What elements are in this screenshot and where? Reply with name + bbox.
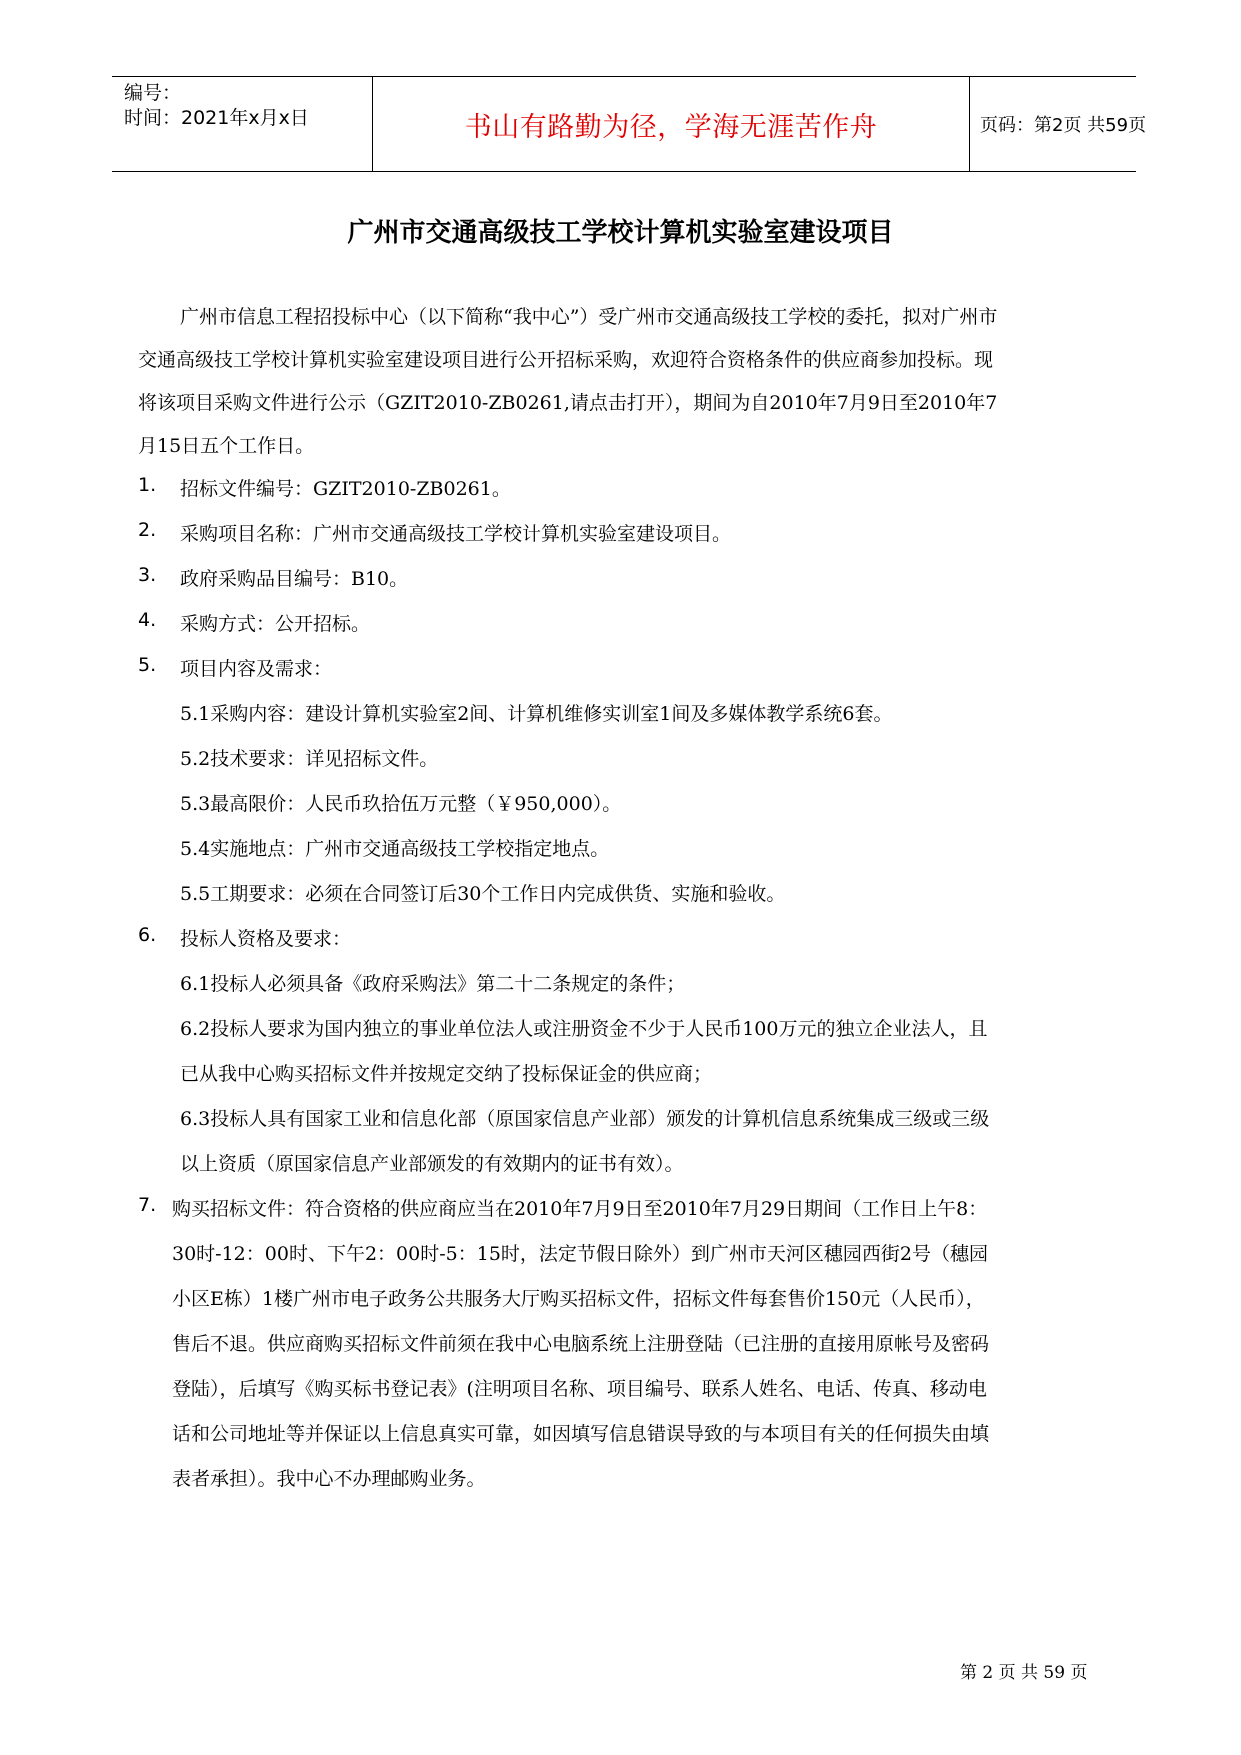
list-item: 采购方式：公开招标。 [180, 613, 371, 635]
document-code-label: 编号： [124, 82, 182, 104]
intro-line: 月15日五个工作日。 [138, 435, 315, 457]
sub-item: 5.2技术要求：详见招标文件。 [180, 748, 439, 770]
document-title: 广州市交通高级技工学校计算机实验室建设项目 [347, 218, 894, 248]
list-item: 采购项目名称：广州市交通高级技工学校计算机实验室建设项目。 [180, 523, 732, 545]
list-item: 投标人资格及要求： [180, 928, 352, 950]
sub-item: 5.4实施地点：广州市交通高级技工学校指定地点。 [180, 838, 610, 860]
list-number: 2. [138, 519, 157, 541]
sub-item: 已从我中心购买招标文件并按规定交纳了投标保证金的供应商； [180, 1063, 713, 1085]
item7-line: 售后不退。供应商购买招标文件前须在我中心电脑系统上注册登陆（已注册的直接用原帐号及密码 [172, 1333, 990, 1355]
item7-line: 购买招标文件：符合资格的供应商应当在2010年7月9日至2010年7月29日期间（工作日上午8： [172, 1198, 988, 1220]
sub-item: 6.2投标人要求为国内独立的事业单位法人或注册资金不少于人民币100万元的独立企业法人，且 [180, 1018, 988, 1040]
item7-line: 30时-12：00时、下午2：00时-5：15时，法定节假日除外）到广州市天河区穗园西街2号（穗园 [172, 1243, 988, 1265]
page-header [112, 76, 1147, 172]
list-number: 1. [138, 474, 157, 496]
item7-line: 登陆），后填写《购买标书登记表》(注明项目名称、项目编号、联系人姓名、电话、传真、移动电 [172, 1378, 987, 1400]
list-item: 招标文件编号：GZIT2010-ZB0261。 [180, 478, 511, 500]
list-item: 项目内容及需求： [180, 658, 333, 680]
intro-line: 将该项目采购文件进行公示（GZIT2010-ZB0261,请点击打开），期间为自2010年7月9日至2010年7 [138, 392, 998, 414]
list-number: 5. [138, 654, 157, 676]
list-number: 4. [138, 609, 157, 631]
item7-line: 表者承担）。我中心不办理邮购业务。 [172, 1468, 486, 1490]
header-motto-cell [372, 77, 970, 171]
header-motto: 书山有路勤为径，学海无涯苦作舟 [464, 112, 878, 143]
sub-item: 6.3投标人具有国家工业和信息化部（原国家信息产业部）颁发的计算机信息系统集成三级或三级 [180, 1108, 990, 1130]
item7-line: 小区E栋）1楼广州市电子政务公共服务大厅购买招标文件，招标文件每套售价150元（人民币）， [172, 1288, 985, 1310]
page-footer: 第 2 页 共 59 页 [960, 1663, 1088, 1683]
sub-item: 5.5工期要求：必须在合同签订后30个工作日内完成供货、实施和验收。 [180, 883, 786, 905]
intro-line: 交通高级技工学校计算机实验室建设项目进行公开招标采购，欢迎符合资格条件的供应商参加投标。现 [138, 349, 994, 371]
list-number: 7. [138, 1194, 157, 1216]
intro-line: 广州市信息工程招投标中心（以下简称“我中心”）受广州市交通高级技工学校的委托，拟对广州市 [180, 306, 998, 328]
list-number: 3. [138, 564, 157, 586]
list-number: 6. [138, 924, 157, 946]
sub-item: 6.1投标人必须具备《政府采购法》第二十二条规定的条件； [180, 973, 686, 995]
item7-line: 话和公司地址等并保证以上信息真实可靠，如因填写信息错误导致的与本项目有关的任何损失由填 [172, 1423, 990, 1445]
list-item: 政府采购品目编号：B10。 [180, 568, 409, 590]
document-time-label: 时间：2021年x月x日 [124, 107, 309, 129]
header-page-info: 页码：第2页 共59页 [980, 115, 1147, 136]
sub-item: 以上资质（原国家信息产业部颁发的有效期内的证书有效）。 [180, 1153, 684, 1175]
sub-item: 5.3最高限价：人民币玖拾伍万元整（￥950,000）。 [180, 793, 622, 815]
sub-item: 5.1采购内容：建设计算机实验室2间、计算机维修实训室1间及多媒体教学系统6套。 [180, 703, 893, 725]
header-left-cell [112, 77, 372, 171]
